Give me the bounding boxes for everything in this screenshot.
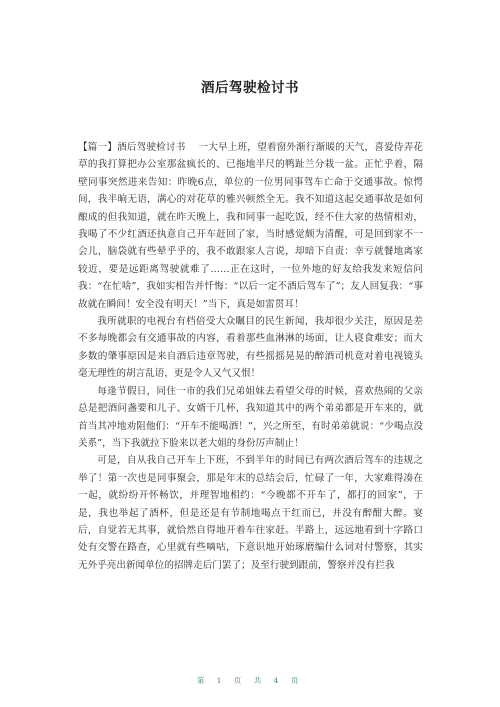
page-number: 第 1 页 共 4 页 xyxy=(196,676,304,685)
document-body xyxy=(78,139,423,574)
paragraph-3: 每逢节假日，同住一市的我们兄弟姐妹去看望父母的时候，喜欢热闹的父亲总是把酒问盏要和儿子、女婿干几杯，我知道其中的两个弟弟都是开车来的，就首当其冲地劝阻他们：“开车不能喝酒！”，兴之所至，有时弟弟就说：“少喝点没关系”，当下我就拉下脸来以老大姐的身份厉声制止！ xyxy=(78,385,423,449)
paragraph-2: 我所就职的电视台有档倍受大众瞩目的民生新闻，我却很少关注，原因是差不多每晚都会有交通事故的内容，看着那些血淋淋的场面，让人寝食难安；而大多数的肇事原因是来自酒后违章驾驶，有些摇摇晃晃的醉酒司机竟对着电视镜头毫无理性的胡言乱语，更是令人又气又恨！ xyxy=(78,316,423,380)
document-title: 酒后驾驶检讨书 xyxy=(201,80,299,96)
paragraph-4: 可是，自从我自己开车上下班，不到半年的时间已有两次酒后驾车的违规之举了！第一次也是同事聚会，那是年末的总结会后，忙碌了一年，大家难得凑在一起，就纷纷开怀畅饮，并理智地相约：“今晚都不开车了，都打的回家”，于是，我也举起了酒杯，但是还是有节制地喝点干红而已，并没有醉酣大醉。宴后，自觉若无其事，就恰然自得地开着车往家赶。半路上，远远地看到十字路口处有交警在路查，心里就有些嘀咕，下意识地开始琢磨编什么词对付警察，其实无外乎亮出新闻单位的招牌走后门罢了；及至行驶到跟前，警察并没有拦我 xyxy=(78,455,423,571)
paragraph-1: 【篇一】酒后驾驶检讨书 一大早上班，望着窗外渐行渐暖的天气，喜爱侍弄花草的我打算把办公室那盆疯长的、已拖地半尺的鸭趾兰分栽一盆。正忙乎着，隔壁同事突然进来告知：昨晚6点，单位的一位男同事驾车亡命于交通事故。惊愕间，我半晌无语，满心的对花草的雅兴顿然全无。我不知道这起交通事故是如何酿成的但我知道，就在昨天晚上，我和同事一起吃饭，经不住大家的热情相劝，我喝了不少红酒还执意自己开车赶回了家，当时感觉颇为清醒，可是回到家不一会儿，脑袋就有些晕乎乎的，我不敢跟家人言说，却暗下自责：幸亏就餐地离家较近，要是远距离驾驶就难了……正在这时，一位外地的好友给我发来短信问我：“在忙啥”，我如实相告并忏悔：“以后一定不酒后驾车了”；友人回复我：“事故就在瞬间！安全没有明天！”当下，真是如雷贯耳！ xyxy=(78,142,423,310)
